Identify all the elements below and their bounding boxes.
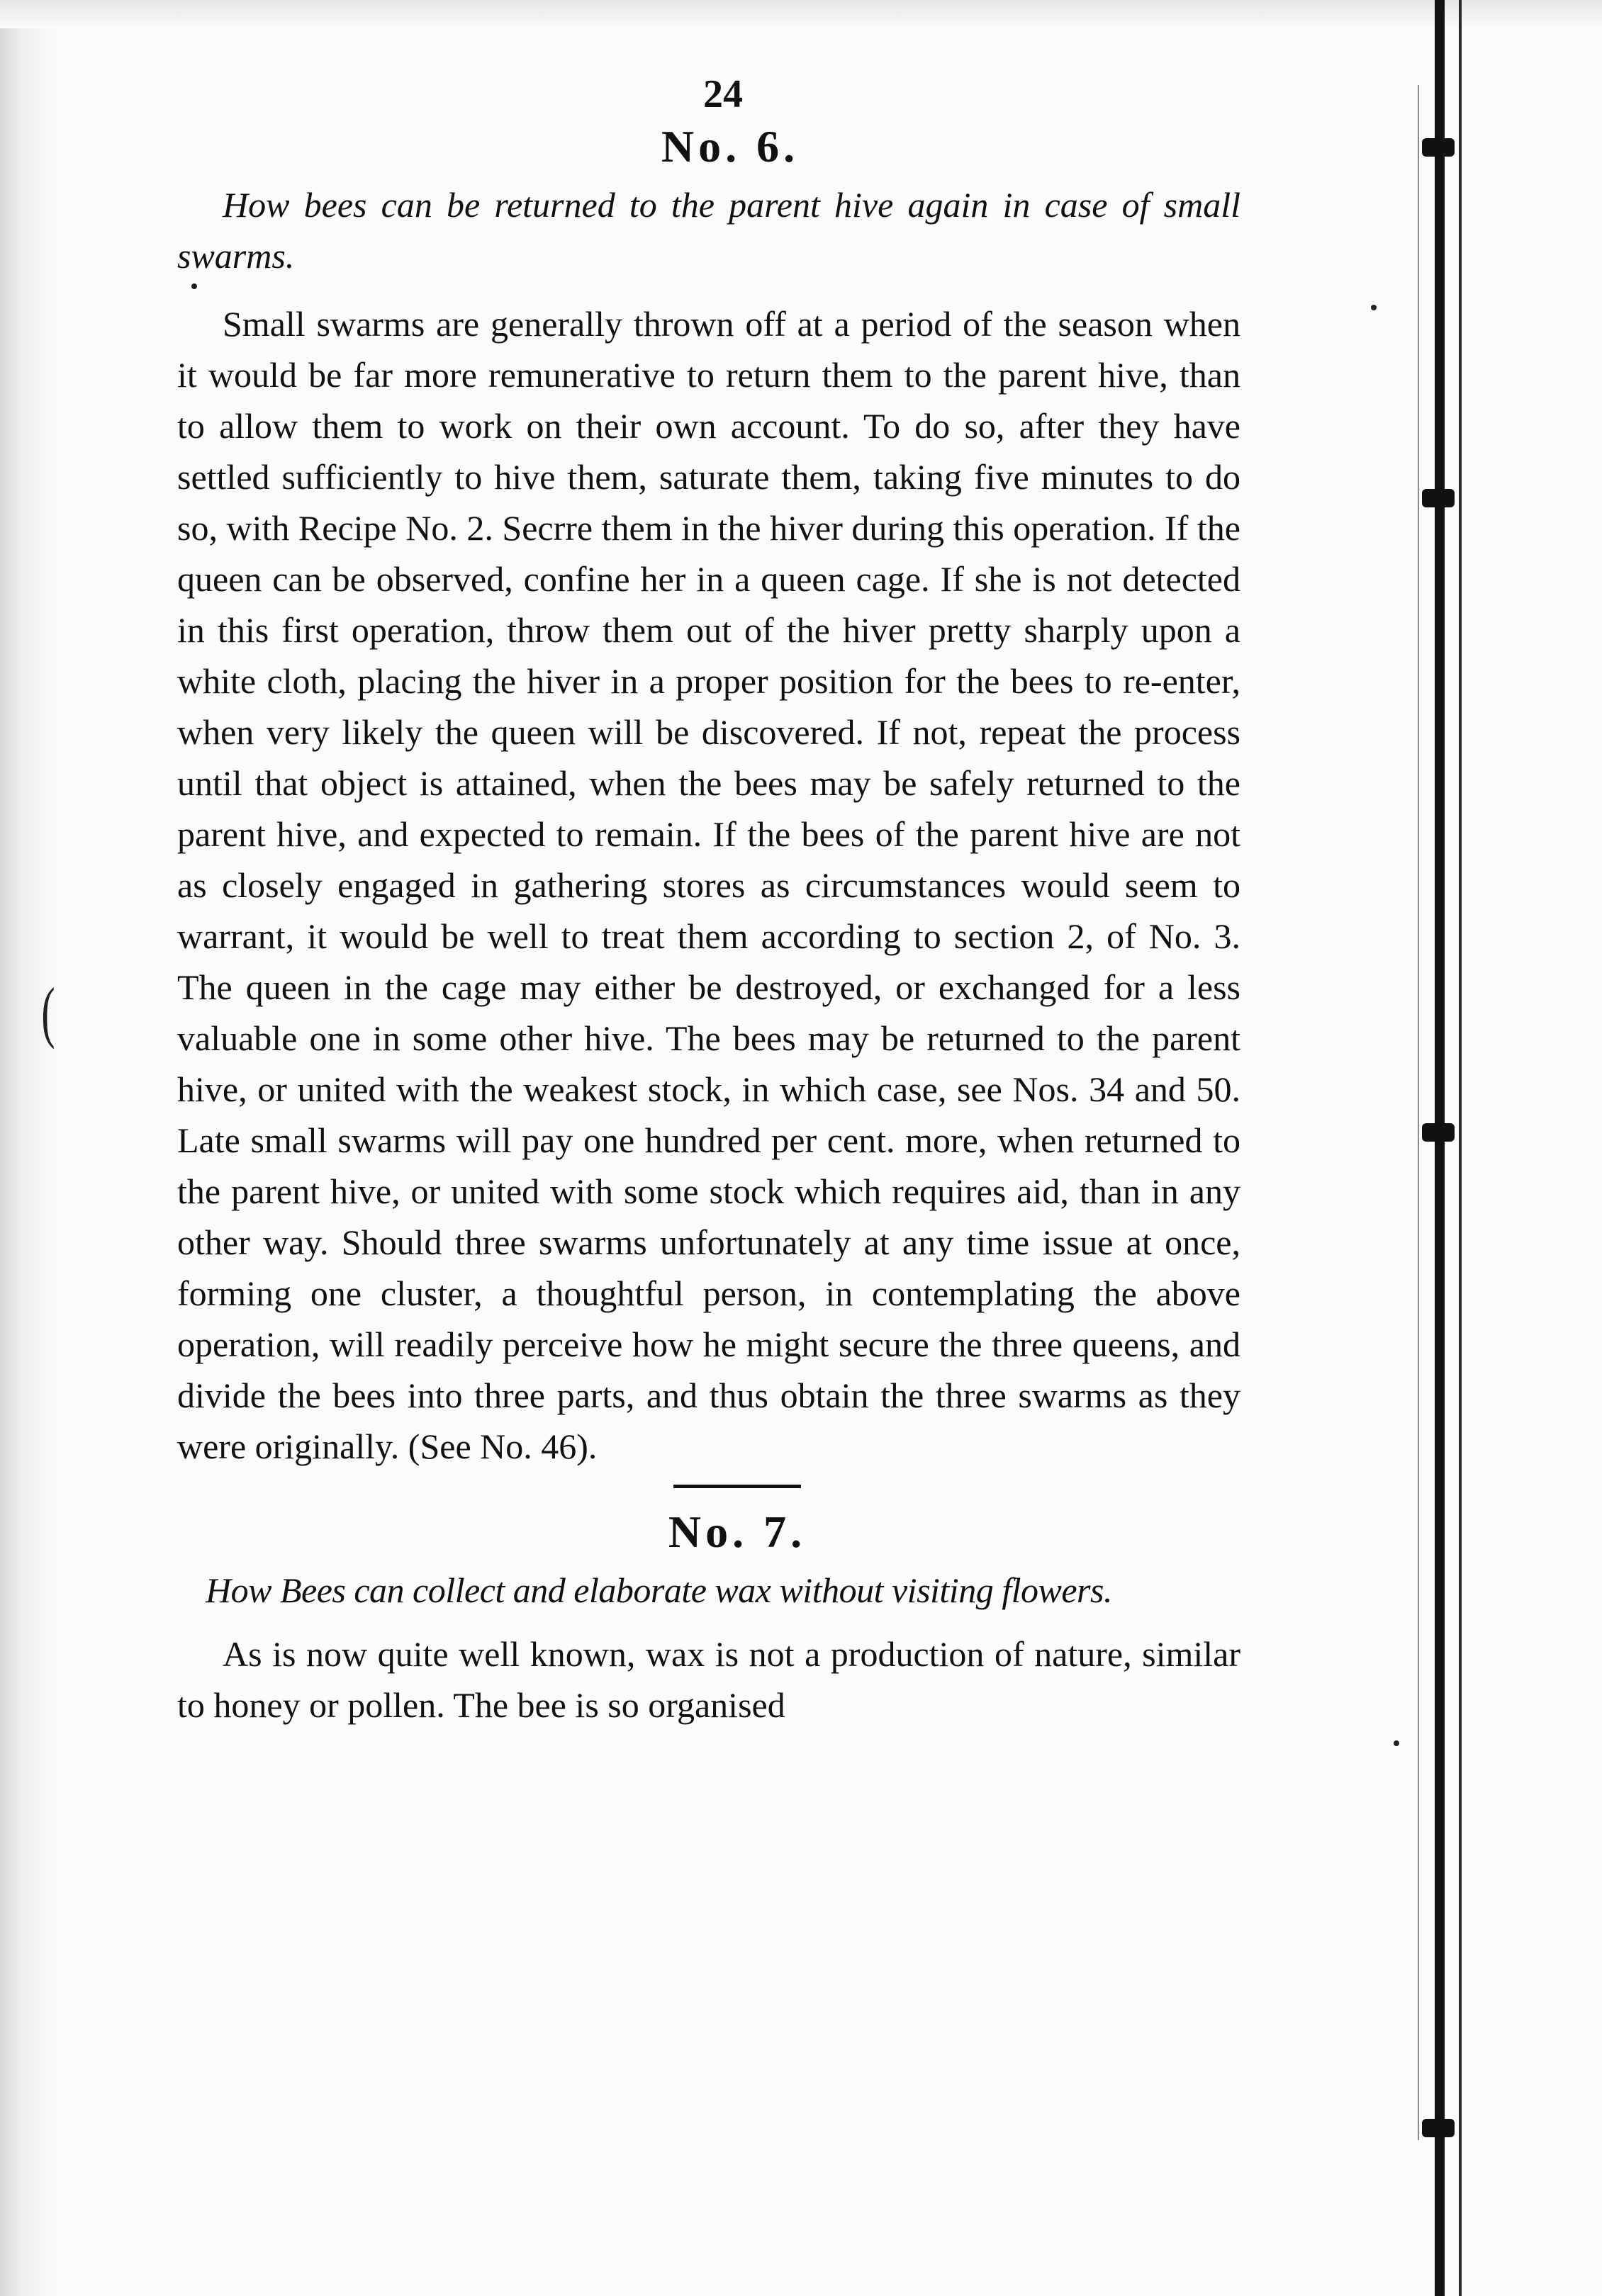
binding-edge-outer-line [1459,0,1462,2296]
ink-speck [1371,305,1377,310]
page-fold-shadow [1418,85,1419,2140]
page-number: 24 [703,72,743,116]
binding-thread-mark [1422,138,1455,157]
section-heading: No. 6. [661,121,800,172]
section-subtitle: How Bees can collect and elaborate wax without visiting flowers. [206,1570,1112,1611]
section-no-6 [177,118,1240,1472]
section-heading: No. 7. [668,1507,807,1558]
binding-thread-mark [1422,2119,1455,2137]
binding-thread-mark [1422,489,1455,507]
margin-bracket-mark: ( [41,974,55,1049]
section-no-7 [177,1504,1240,1731]
section-body: Small swarms are generally thrown off at a period of the season when it would be far more remunerative to return them to the parent hive, than to allow them to work on their own account. To do so, after they have settled sufficiently to hive them, saturate them, taking five minutes to do so, with Recipe No. 2. Secrre them in the hiver during this operation. If the queen can be observed, confine her in a queen cage. If she is not detected in this first operation, throw them out of the hiver pretty sharply upon a white cloth, placing the hiver in a proper position for the bees to re-enter, when very likely the queen will be discovered. If not, repeat the process until that object is attained, when the bees may be safely returned to the parent hive, and expected to remain. If the bees of the parent hive are not as closely engaged in gathering stores as circumstances would seem to warrant, it would be well to treat them according to section 2, of No. 3. The queen in the cage may either be destroyed, or exchanged for a less valuable one in some other hive. The bees may be returned to the parent hive, or united with the weakest stock, in which case, see Nos. 34 and 50. Late small swarms will pay one hundred per cent. more, when returned to the parent hive, or united with some stock which requires aid, than in any other way. Should three swarms unfortunately at any time issue at once, forming one cluster, a thoughtful person, in contemplating the above operation, will readily perceive how he might secure the three queens, and divide the bees into three parts, and thus obtain the three swarms as they were originally. (See No. 46). [177,304,1240,1467]
section-divider [673,1485,801,1488]
binding-thread-mark [1422,1123,1455,1142]
binding-edge-line [1435,0,1445,2296]
page-content [177,71,1240,1731]
section-subtitle: How bees can be returned to the parent hive again in case of small swarms. [177,185,1240,276]
page-top-edge [0,0,1602,28]
page-left-shadow [0,0,57,2296]
ink-speck [1394,1740,1399,1746]
section-body: As is now quite well known, wax is not a production of nature, similar to honey or pollen. The bee is so organised [177,1634,1240,1726]
